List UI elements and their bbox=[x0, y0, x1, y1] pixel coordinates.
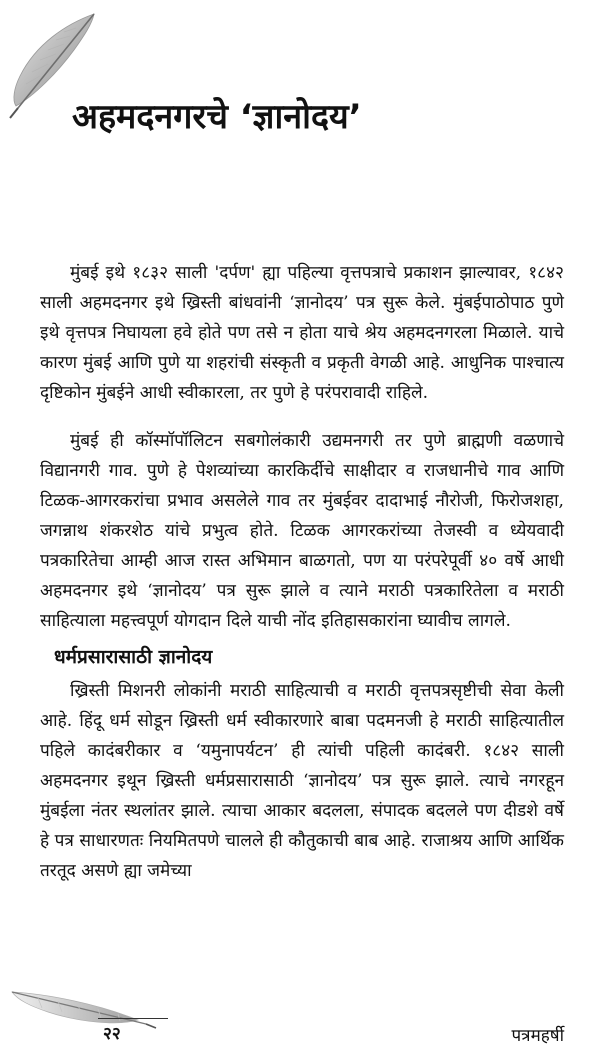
article-body bbox=[40, 258, 564, 886]
footer-divider bbox=[98, 1018, 168, 1019]
page-title: अहमदनगरचे ‘ज्ञानोदय’ bbox=[72, 97, 362, 137]
paragraph: मुंबई इथे १८३२ साली 'दर्पण' ह्या पहिल्या वृत्तपत्राचे प्रकाशन झाल्यावर, १८४२ साली अहमदनगर इथे ख्रिस्ती बांधवांनी ‘ज्ञानोदय’ पत्र सुरू केले. मुंबईपाठोपाठ पुणे इथे वृत्तपत्र निघायला हवे होते पण तसे न होता याचे श्रेय अहमदनगरला मिळाले. याचे कारण मुंबई आणि पुणे या शहरांची संस्कृती व प्रकृती वेगळी आहे. आधुनिक पाश्चात्य दृष्टिकोन मुंबईने आधी स्वीकारला, तर पुणे हे परंपरावादी राहिले. bbox=[40, 263, 564, 403]
section-heading: धर्मप्रसारासाठी ज्ञानोदय bbox=[54, 646, 213, 668]
page-number: २२ bbox=[103, 1024, 121, 1044]
paragraph: मुंबई ही कॉस्मॉपॉलिटन सबगोलंकारी उद्यमनगरी तर पुणे ब्राह्मणी वळणाचे विद्यानगरी गाव. पुणे हे पेशव्यांच्या कारकिर्दीचे साक्षीदार व राजधानीचे गाव आणि टिळक-आगरकरांचा प्रभाव असलेले गाव तर मुंबईवर दादाभाई नौरोजी, फिरोजशहा, जगन्नाथ शंकरशेठ यांचे प्रभुत्व होते. टिळक आगरकरांच्या तेजस्वी व ध्येयवादी पत्रकारितेचा आम्ही आज रास्त अभिमान बाळगतो, पण या परंपरेपूर्वी ४० वर्षे आधी अहमदनगर इथे ‘ज्ञानोदय’ पत्र सुरू झाले व त्याने मराठी पत्रकारितेला व मराठी साहित्याला महत्त्वपूर्ण योगदान दिले याची नोंद इतिहासकारांना घ्यावीच लागले. bbox=[40, 431, 564, 631]
running-footer-title: पत्रमहर्षी bbox=[511, 1026, 564, 1046]
paragraph: ख्रिस्ती मिशनरी लोकांनी मराठी साहित्याची व मराठी वृत्तपत्रसृष्टीची सेवा केली आहे. हिंदू धर्म सोडून ख्रिस्ती धर्म स्वीकारणारे बाबा पदमनजी हे मराठी साहित्यातील पहिले कादंबरीकार व ‘यमुनापर्यटन’ ही त्यांची पहिली कादंबरी. १८४२ साली अहमदनगर इथून ख्रिस्ती धर्मप्रसारासाठी ‘ज्ञानोदय’ पत्र सुरू झाले. त्याचे नगरहून मुंबईला नंतर स्थलांतर झाले. त्याचा आकार बदलला, संपादक बदलले पण दीडशे वर्षे हे पत्र साधारणतः नियमितपणे चालले ही कौतुकाची बाब आहे. राजाश्रय आणि आर्थिक तरतूद असणे ह्या जमेच्या bbox=[40, 681, 564, 881]
feather-quill-icon bbox=[8, 984, 158, 1034]
